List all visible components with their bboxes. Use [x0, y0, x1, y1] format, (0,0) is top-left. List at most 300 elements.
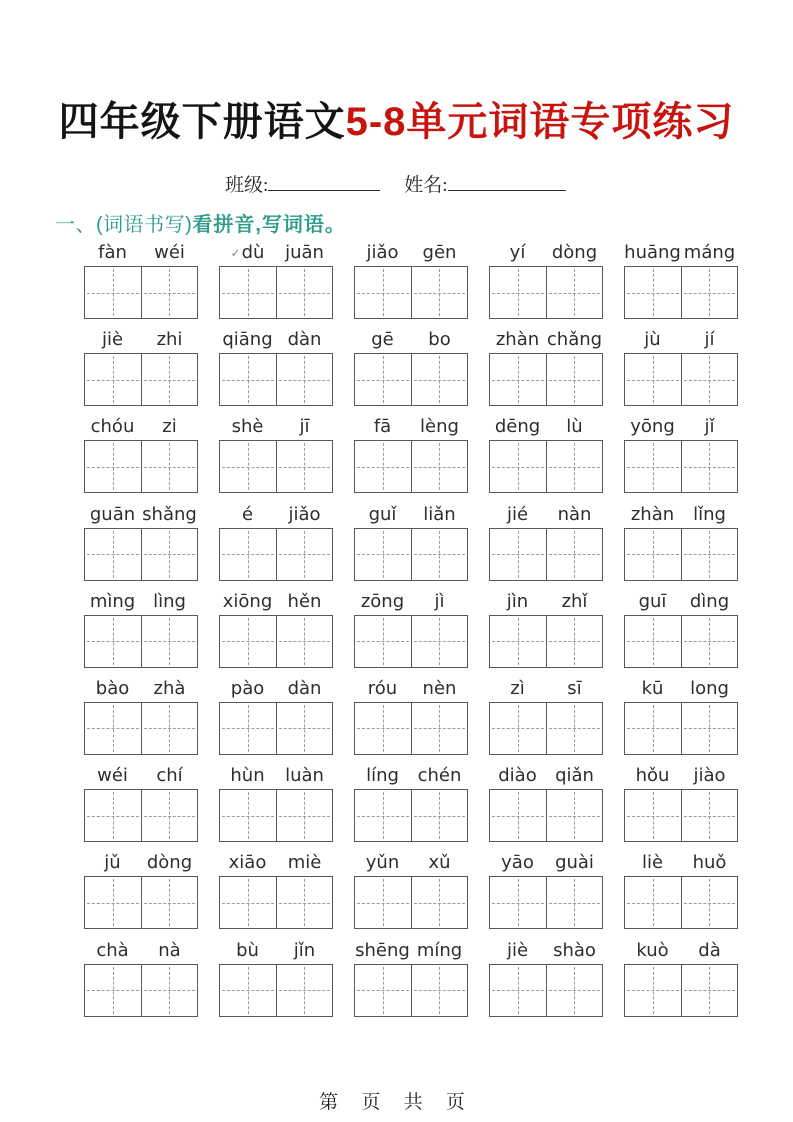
writing-box-group [489, 964, 603, 1017]
pinyin-syllable: qiāng [222, 329, 273, 351]
writing-cell [625, 965, 681, 1016]
pinyin-syllable: xiāo [228, 852, 267, 874]
pinyin-syllable: zhàn [495, 329, 540, 351]
pinyin-word-group [489, 940, 603, 961]
writing-cell [681, 877, 738, 928]
class-blank-line [268, 175, 380, 191]
writing-box-group [84, 528, 198, 581]
pinyin-word-group [624, 504, 738, 525]
pinyin-syllable: é [241, 503, 254, 525]
pinyin-syllable: dìng [689, 590, 730, 612]
pinyin-syllable: zhà [153, 677, 186, 699]
pinyin-row [84, 585, 738, 615]
writing-box-group [489, 266, 603, 319]
writing-cell [355, 529, 411, 580]
writing-cell [355, 965, 411, 1016]
pinyin-word-group [84, 852, 198, 873]
class-label: 班级: [225, 175, 269, 196]
writing-cell [220, 616, 276, 667]
pinyin-word-group [489, 416, 603, 437]
pinyin-word-group [624, 852, 738, 873]
pinyin-syllable: wéi [154, 242, 185, 263]
writing-cell [220, 267, 276, 318]
writing-box-row [84, 702, 738, 755]
writing-box-group [354, 876, 468, 929]
pinyin-word-group [489, 852, 603, 873]
pinyin-word-group [624, 765, 738, 786]
worksheet-row [84, 236, 738, 323]
writing-cell [546, 529, 603, 580]
writing-box-group [489, 702, 603, 755]
writing-box-group [624, 528, 738, 581]
pinyin-syllable: luàn [285, 765, 324, 787]
pinyin-syllable: jǐ [704, 416, 715, 438]
writing-cell [546, 703, 603, 754]
pinyin-syllable: jì [434, 590, 445, 612]
writing-cell [625, 616, 681, 667]
page-title-black: 四年级下册语文 [58, 100, 346, 144]
writing-box-group [219, 266, 333, 319]
pinyin-word-group [489, 242, 603, 263]
writing-box-group [624, 440, 738, 493]
pinyin-syllable: guān [89, 503, 136, 525]
writing-box-row [84, 528, 738, 581]
writing-cell [490, 354, 546, 405]
pinyin-row [84, 934, 738, 964]
pinyin-syllable: zhi [156, 329, 183, 351]
check-mark: ✓ [230, 246, 241, 260]
pinyin-word-group [624, 416, 738, 437]
writing-cell [276, 790, 333, 841]
writing-box-group [354, 964, 468, 1017]
pinyin-syllable: chóu [90, 416, 135, 438]
pinyin-syllable: kuò [636, 939, 669, 961]
pinyin-word-group [84, 591, 198, 612]
writing-cell [546, 354, 603, 405]
pinyin-word-group [624, 591, 738, 612]
writing-cell [220, 529, 276, 580]
pinyin-syllable: dòng [146, 852, 193, 874]
writing-cell [85, 441, 141, 492]
pinyin-syllable: guī [638, 590, 667, 612]
pinyin-syllable: lù [566, 416, 583, 438]
pinyin-syllable: gēn [422, 242, 457, 263]
writing-box-group [624, 702, 738, 755]
writing-cell [546, 267, 603, 318]
pinyin-row [84, 410, 738, 440]
writing-cell [141, 441, 198, 492]
writing-box-group [219, 702, 333, 755]
pinyin-word-group [219, 329, 333, 350]
pinyin-syllable: dà [698, 939, 721, 961]
pinyin-syllable: yāo [501, 852, 534, 874]
writing-box-group [489, 615, 603, 668]
pinyin-syllable: lèng [420, 416, 459, 438]
writing-box-group [354, 440, 468, 493]
pinyin-word-group [84, 504, 198, 525]
writing-box-row [84, 615, 738, 668]
pinyin-syllable: jǐn [293, 939, 316, 961]
pinyin-word-group [219, 591, 333, 612]
writing-cell [490, 877, 546, 928]
pinyin-syllable: mìng [89, 590, 136, 612]
worksheet-row [84, 323, 738, 410]
writing-cell [276, 703, 333, 754]
writing-box-group [219, 615, 333, 668]
writing-cell [490, 267, 546, 318]
pinyin-syllable: zì [510, 677, 525, 699]
writing-cell [681, 703, 738, 754]
pinyin-syllable: chǎng [546, 329, 603, 351]
writing-box-group [84, 702, 198, 755]
writing-box-group [84, 964, 198, 1017]
pinyin-row [84, 759, 738, 789]
pinyin-word-group [219, 416, 333, 437]
pinyin-word-group [354, 591, 468, 612]
worksheet-row [84, 759, 738, 846]
pinyin-row [84, 236, 738, 266]
pinyin-syllable: shè [231, 416, 264, 438]
pinyin-word-group [354, 940, 468, 961]
pinyin-syllable: dòng [551, 242, 598, 263]
writing-cell [220, 877, 276, 928]
writing-cell [355, 354, 411, 405]
pinyin-syllable: qiǎn [555, 765, 594, 787]
writing-box-group [219, 353, 333, 406]
pinyin-syllable: jī [299, 416, 310, 438]
pinyin-syllable: jǔ [104, 852, 121, 874]
pinyin-syllable: chà [96, 939, 129, 961]
writing-cell [355, 616, 411, 667]
writing-box-row [84, 876, 738, 929]
writing-cell [220, 965, 276, 1016]
writing-cell [681, 529, 738, 580]
pinyin-syllable: miè [287, 852, 322, 874]
pinyin-syllable: diào [498, 765, 537, 787]
pinyin-syllable: bo [428, 329, 451, 351]
writing-cell [411, 441, 468, 492]
pinyin-syllable: jiǎo [366, 242, 399, 263]
writing-cell [411, 354, 468, 405]
writing-cell [141, 877, 198, 928]
writing-box-group [219, 964, 333, 1017]
pinyin-syllable: máng [683, 242, 736, 263]
writing-box-group [219, 876, 333, 929]
writing-cell [276, 529, 333, 580]
pinyin-syllable: kū [641, 677, 664, 699]
section-heading [55, 208, 346, 237]
worksheet-rows [84, 236, 738, 1021]
pinyin-word-group [84, 416, 198, 437]
writing-cell [355, 703, 411, 754]
pinyin-syllable: líng [366, 765, 399, 787]
writing-cell [276, 877, 333, 928]
pinyin-syllable: dēng [494, 416, 541, 438]
pinyin-syllable: long [690, 677, 729, 699]
pinyin-word-group [219, 852, 333, 873]
pinyin-word-group [624, 329, 738, 350]
pinyin-syllable: juān [285, 242, 324, 263]
writing-cell [411, 790, 468, 841]
pinyin-word-group [624, 242, 738, 263]
section-instruction: 看拼音,写词语。 [192, 214, 346, 236]
pinyin-syllable: shēng [355, 939, 410, 961]
worksheet-row [84, 672, 738, 759]
pinyin-syllable: bù [236, 939, 259, 961]
worksheet-row [84, 585, 738, 672]
pinyin-syllable: wéi [97, 765, 128, 787]
section-prefix: 一、(词语书写) [55, 214, 193, 236]
writing-cell [546, 965, 603, 1016]
writing-cell [546, 790, 603, 841]
pinyin-row [84, 498, 738, 528]
pinyin-syllable: dàn [287, 329, 322, 351]
pinyin-syllable: jù [644, 329, 661, 351]
writing-cell [490, 965, 546, 1016]
writing-cell [546, 616, 603, 667]
pinyin-syllable: liǎn [423, 503, 456, 525]
pinyin-word-group [84, 329, 198, 350]
pinyin-word-group [354, 852, 468, 873]
writing-box-group [354, 528, 468, 581]
writing-box-row [84, 789, 738, 842]
pinyin-syllable: róu [367, 677, 398, 699]
pinyin-syllable: jiè [506, 939, 529, 961]
page-title [0, 90, 793, 147]
writing-cell [490, 703, 546, 754]
pinyin-word-group [489, 765, 603, 786]
writing-cell [411, 877, 468, 928]
pinyin-syllable: zōng [360, 590, 405, 612]
writing-box-group [84, 266, 198, 319]
writing-cell [681, 965, 738, 1016]
pinyin-syllable: ✓dù [230, 242, 265, 263]
pinyin-word-group [84, 242, 198, 263]
pinyin-syllable: xiōng [222, 590, 273, 612]
writing-cell [220, 790, 276, 841]
writing-cell [681, 267, 738, 318]
pinyin-syllable: hùn [230, 765, 265, 787]
pinyin-word-group [84, 940, 198, 961]
writing-cell [490, 441, 546, 492]
name-blank-line [448, 175, 566, 191]
writing-cell [220, 703, 276, 754]
writing-cell [141, 965, 198, 1016]
pinyin-word-group [354, 504, 468, 525]
worksheet-row [84, 498, 738, 585]
writing-cell [355, 790, 411, 841]
writing-cell [546, 877, 603, 928]
pinyin-syllable: dàn [287, 677, 322, 699]
pinyin-syllable: bào [95, 677, 130, 699]
pinyin-syllable: lǐng [693, 503, 726, 525]
pinyin-syllable: jí [704, 329, 715, 351]
pinyin-word-group [489, 591, 603, 612]
pinyin-word-group [219, 504, 333, 525]
writing-box-row [84, 440, 738, 493]
pinyin-syllable: nàn [557, 503, 592, 525]
writing-cell [85, 616, 141, 667]
pinyin-word-group [354, 678, 468, 699]
writing-cell [85, 354, 141, 405]
writing-cell [546, 441, 603, 492]
writing-cell [141, 790, 198, 841]
pinyin-syllable: fàn [98, 242, 127, 263]
writing-cell [490, 616, 546, 667]
pinyin-syllable: hǒu [635, 765, 670, 787]
pinyin-syllable: guǐ [368, 503, 397, 525]
pinyin-syllable: sī [567, 677, 582, 699]
pinyin-syllable: jiào [693, 765, 726, 787]
writing-box-group [624, 266, 738, 319]
writing-cell [411, 529, 468, 580]
worksheet-row [84, 934, 738, 1021]
writing-box-group [489, 353, 603, 406]
page-footer: 第 页 共 页 [319, 1092, 474, 1113]
writing-cell [85, 877, 141, 928]
writing-box-group [354, 266, 468, 319]
pinyin-word-group [354, 416, 468, 437]
pinyin-word-group [489, 329, 603, 350]
writing-cell [411, 267, 468, 318]
writing-cell [220, 441, 276, 492]
writing-cell [490, 790, 546, 841]
pinyin-syllable: yí [509, 242, 526, 263]
pinyin-word-group [354, 765, 468, 786]
worksheet-row [84, 410, 738, 497]
pinyin-syllable: zhàn [630, 503, 675, 525]
pinyin-word-group [219, 940, 333, 961]
pinyin-syllable: yōng [630, 416, 675, 438]
writing-box-group [354, 353, 468, 406]
pinyin-word-group [354, 329, 468, 350]
pinyin-row [84, 846, 738, 876]
writing-cell [681, 354, 738, 405]
pinyin-syllable: guài [555, 852, 594, 874]
worksheet-row [84, 846, 738, 933]
writing-box-group [84, 615, 198, 668]
pinyin-syllable: huāng [624, 242, 681, 263]
pinyin-syllable: huǒ [692, 852, 727, 874]
writing-cell [625, 529, 681, 580]
pinyin-syllable: shǎng [142, 503, 197, 525]
writing-cell [411, 703, 468, 754]
writing-cell [681, 616, 738, 667]
writing-box-group [84, 789, 198, 842]
writing-cell [411, 616, 468, 667]
pinyin-syllable: liè [641, 852, 664, 874]
pinyin-word-group [624, 678, 738, 699]
pinyin-syllable: nà [158, 939, 181, 961]
pinyin-word-group [219, 765, 333, 786]
writing-box-group [219, 440, 333, 493]
writing-cell [85, 790, 141, 841]
writing-cell [625, 703, 681, 754]
pinyin-word-group [219, 678, 333, 699]
pinyin-word-group [354, 242, 468, 263]
pinyin-syllable: fā [373, 416, 392, 438]
pinyin-syllable: chí [156, 765, 183, 787]
writing-box-group [624, 615, 738, 668]
writing-box-row [84, 353, 738, 406]
name-label: 姓名: [404, 175, 448, 196]
writing-cell [681, 790, 738, 841]
writing-box-group [84, 440, 198, 493]
pinyin-syllable: míng [416, 939, 463, 961]
pinyin-syllable: zhǐ [561, 590, 588, 612]
student-info-line [225, 170, 566, 197]
writing-cell [85, 703, 141, 754]
writing-box-group [624, 964, 738, 1017]
writing-cell [141, 529, 198, 580]
writing-cell [276, 354, 333, 405]
writing-cell [355, 267, 411, 318]
writing-cell [681, 441, 738, 492]
writing-cell [625, 790, 681, 841]
writing-cell [276, 616, 333, 667]
writing-box-group [354, 702, 468, 755]
pinyin-row [84, 323, 738, 353]
pinyin-word-group [84, 765, 198, 786]
pinyin-word-group [489, 678, 603, 699]
writing-cell [625, 354, 681, 405]
pinyin-syllable: jié [506, 503, 529, 525]
writing-box-group [354, 615, 468, 668]
writing-cell [355, 877, 411, 928]
pinyin-word-group [219, 242, 333, 263]
writing-box-group [354, 789, 468, 842]
pinyin-word-group [84, 678, 198, 699]
page-title-red: 5-8单元词语专项练习 [345, 100, 735, 144]
writing-box-group [489, 528, 603, 581]
writing-cell [276, 965, 333, 1016]
writing-box-row [84, 964, 738, 1017]
pinyin-word-group [624, 940, 738, 961]
writing-box-group [489, 440, 603, 493]
pinyin-syllable: shào [553, 939, 596, 961]
writing-cell [141, 354, 198, 405]
writing-box-group [489, 876, 603, 929]
writing-box-group [489, 789, 603, 842]
pinyin-syllable: xǔ [428, 852, 451, 874]
pinyin-syllable: lìng [153, 590, 186, 612]
pinyin-syllable: jiè [101, 329, 124, 351]
writing-cell [490, 529, 546, 580]
writing-cell [141, 267, 198, 318]
writing-box-row [84, 266, 738, 319]
pinyin-syllable: pào [230, 677, 265, 699]
writing-cell [220, 354, 276, 405]
writing-cell [141, 703, 198, 754]
pinyin-syllable: nèn [422, 677, 457, 699]
pinyin-word-group [489, 504, 603, 525]
writing-box-group [624, 353, 738, 406]
writing-cell [276, 267, 333, 318]
pinyin-syllable: yǔn [365, 852, 400, 874]
writing-cell [276, 441, 333, 492]
pinyin-syllable: hěn [287, 590, 322, 612]
writing-cell [625, 441, 681, 492]
writing-cell [625, 267, 681, 318]
pinyin-syllable: zi [162, 416, 177, 438]
pinyin-row [84, 672, 738, 702]
writing-box-group [624, 876, 738, 929]
writing-cell [141, 616, 198, 667]
writing-box-group [624, 789, 738, 842]
writing-box-group [84, 876, 198, 929]
pinyin-syllable: jìn [506, 590, 529, 612]
writing-box-group [219, 789, 333, 842]
